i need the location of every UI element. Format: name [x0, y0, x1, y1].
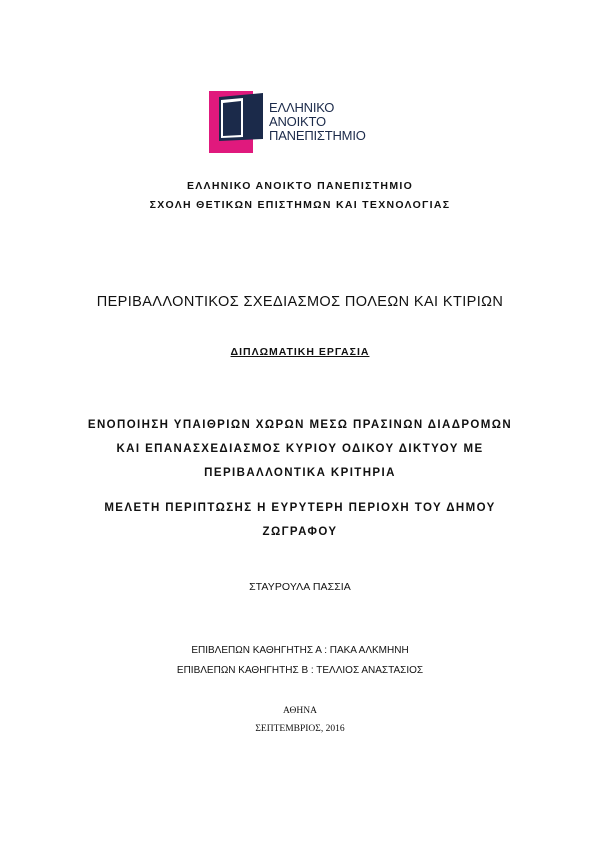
logo-wordmark: [269, 101, 366, 143]
place-date-block: [0, 702, 600, 738]
subtitle-line: ΖΩΓΡΑΦΟΥ: [262, 526, 338, 538]
title-line: ΕΝΟΠΟΙΗΣΗ ΥΠΑΙΘΡΙΩΝ ΧΩΡΩΝ ΜΕΣΩ ΠΡΑΣΙΝΩΝ ΔΙΑΔΡΟΜΩΝ: [87, 419, 513, 431]
school-name: ΣΧΟΛΗ ΘΕΤΙΚΩΝ ΕΠΙΣΤΗΜΩΝ ΚΑΙ ΤΕΧΝΟΛΟΓΙΑΣ: [149, 199, 451, 211]
place: ΑΘΗΝΑ: [283, 706, 317, 716]
logo-line: ΠΑΝΕΠΙΣΤΗΜΙΟ: [269, 128, 366, 143]
course-title: ΠΕΡΙΒΑΛΛΟΝΤΙΚΟΣ ΣΧΕΔΙΑΣΜΟΣ ΠΟΛΕΩΝ ΚΑΙ ΚΤΙΡΙΩΝ: [96, 294, 504, 310]
institution-block: [0, 177, 600, 215]
date: ΣΕΠΤΕΜΒΡΙΟΣ, 2016: [255, 724, 345, 734]
supervisor-b: ΕΠΙΒΛΕΠΩΝ ΚΑΘΗΓΗΤΗΣ Β : ΤΕΛΛΙΟΣ ΑΝΑΣΤΑΣΙΟΣ: [176, 665, 424, 676]
title-line: ΠΕΡΙΒΑΛΛΟΝΤΙΚΑ ΚΡΙΤΗΡΙΑ: [204, 467, 396, 479]
logo-line: ΕΛΛΗΝΙΚΟ: [269, 100, 335, 115]
logo-line: ΑΝΟΙΚΤΟ: [269, 114, 326, 129]
thesis-label: ΔΙΠΛΩΜΑΤΙΚΗ ΕΡΓΑΣΙΑ: [230, 346, 370, 358]
thesis-title: [0, 413, 600, 485]
subtitle-line: ΜΕΛΕΤΗ ΠΕΡΙΠΤΩΣΗΣ Η ΕΥΡΥΤΕΡΗ ΠΕΡΙΟΧΗ ΤΟΥ ΔΗΜΟΥ: [104, 502, 496, 514]
university-logo: [209, 91, 369, 153]
university-logo-mark: [209, 91, 267, 153]
title-line: ΚΑΙ ΕΠΑΝΑΣΧΕΔΙΑΣΜΟΣ ΚΥΡΙΟΥ ΟΔΙΚΟΥ ΔΙΚΤΥΟΥ ΜΕ: [116, 443, 484, 455]
supervisor-a: ΕΠΙΒΛΕΠΩΝ ΚΑΘΗΓΗΤΗΣ Α : ΠΑΚΑ ΑΛΚΜΗΝΗ: [191, 645, 409, 656]
author-name: ΣΤΑΥΡΟΥΛΑ ΠΑΣΣΙΑ: [249, 581, 351, 593]
supervisors-block: [0, 641, 600, 681]
thesis-subtitle: [0, 496, 600, 544]
university-name: ΕΛΛΗΝΙΚΟ ΑΝΟΙΚΤΟ ΠΑΝΕΠΙΣΤΗΜΙΟ: [186, 180, 414, 192]
